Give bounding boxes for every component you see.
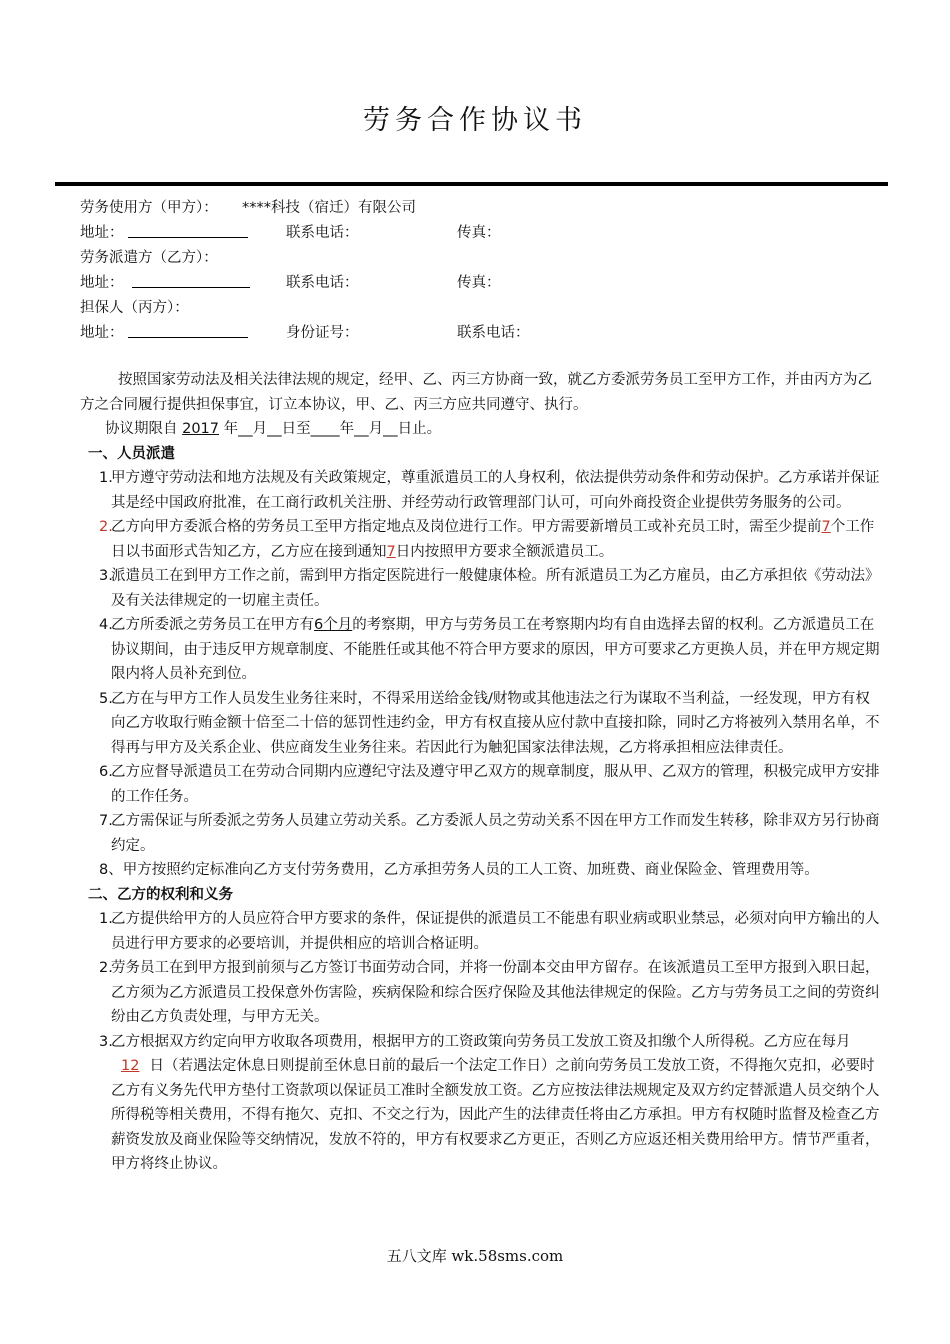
item-text: 乙方提供给甲方的人员应符合甲方要求的条件，保证提供的派遣员工不能患有职业病或职业禁忌，必须对向甲方输出的人员进行甲方要求的必要培训，并提供相应的培训合格证明。: [111, 911, 880, 952]
item-text: 甲方遵守劳动法和地方法规及有关政策规定，尊重派遣员工的人身权利，依法提供劳动条件和劳动保护。乙方承诺并保证其是经中国政府批准，在工商行政机关注册、并经劳动行政管理部门认可，可向外商投资企业提供劳务服务的公司。: [111, 470, 880, 511]
section-1-item-6: [80, 760, 880, 809]
item-text: 乙方在与甲方工作人员发生业务往来时，不得采用送给金钱/财物或其他违法之行为谋取不当利益，一经发现，甲方有权向乙方收取行贿金额十倍至二十倍的惩罚性违约金，甲方有权直接从应付款中直接扣除，同时乙方将被列入禁用名单，不得再与甲方及关系企业、供应商发生业务往来。若因此行为触犯国家法律法规，乙方将承担相应法律责任。: [111, 690, 880, 756]
address-label: 地址：: [80, 225, 124, 241]
title-divider: [55, 182, 888, 186]
party-a-row: [80, 196, 880, 221]
item-text: 的考察期，甲方与劳务员工在考察期内均有自由选择去留的权利。乙方派遣员工在协议期间，由于违反甲方规章制度、不能胜任或其他不符合甲方要求的原因，甲方可要求乙方更换人员，并在甲方规定期限内将人员补充到位。: [111, 617, 880, 682]
item-text: 日（若遇法定休息日则提前至休息日前的最后一个法定工作日）之前向劳务员工发放工资，不得拖欠克扣，必要时乙方有义务先代甲方垫付工资款项以保证员工准时全额发放工资。乙方应按法律法规规定及双方约定替派遣人员交纳个人所得税等相关费用，不得有拖欠、克扣、不交之行为，因此产生的法律责任将由乙方承担。甲方有权随时监督及检查乙方薪资发放及商业保险等交纳情况，发放不符的，甲方有权要求乙方更正，否则乙方应返还相关费用给甲方。情节严重者，甲方将终止协议。: [111, 1058, 880, 1172]
party-b-phone-label: 联系电话：: [286, 275, 359, 291]
item-text: 个工作日以书面形式告知乙方，乙方应在接到通知: [111, 519, 875, 560]
party-b-contact-row: [80, 271, 880, 296]
item-number: 5.: [99, 690, 113, 707]
party-c-label: 担保人（丙方）：: [80, 300, 189, 316]
party-c-phone-label: 联系电话：: [457, 325, 530, 341]
section-2-item-2: [80, 956, 880, 1030]
address-blank: [132, 271, 250, 288]
dispatch-days-value: 7: [386, 543, 396, 560]
parties-block: [80, 196, 880, 346]
payday-value: 12: [121, 1058, 140, 1074]
document-title: 劳务合作协议书: [363, 105, 587, 136]
party-a-contact-row: [80, 221, 880, 246]
probation-period-value: 6个月: [314, 617, 353, 633]
term-rest: 年__月__日至____年__月__日止。: [223, 421, 442, 437]
address-blank: [128, 221, 248, 238]
item-text: 劳务员工在到甲方报到前须与乙方签订书面劳动合同，并将一份副本交由甲方留存。在该派遣员工至甲方报到入职日起，乙方须为乙方派遣员工投保意外伤害险，疾病保险和综合医疗保险及其他法律规定的保险。乙方与劳务员工之间的劳资纠纷由乙方负责处理，与甲方无关。: [111, 960, 880, 1025]
item-text: 乙方需保证与所委派之劳务人员建立劳动关系。乙方委派人员之劳动关系不因在甲方工作而发生转移，除非双方另行协商约定。: [111, 813, 880, 854]
section-1-heading: 一、人员派遣: [88, 445, 175, 462]
party-a-address: [80, 221, 124, 246]
address-blank: [128, 321, 248, 338]
party-a-phone-label: 联系电话：: [286, 225, 359, 241]
section-2-item-1: [80, 907, 880, 956]
agreement-body: [80, 368, 880, 1177]
section-1-item-7: [80, 809, 880, 858]
item-text: 甲方按照约定标准向乙方支付劳务费用，乙方承担劳务人员的工人工资、加班费、商业保险金、管理费用等。: [122, 862, 819, 878]
party-c-address: [80, 321, 124, 346]
term-year: 2017: [182, 421, 220, 437]
section-1-item-5: [80, 687, 880, 761]
item-text: 乙方所委派之劳务员工在甲方有: [111, 617, 314, 633]
section-1-item-8: [80, 858, 880, 883]
intro-paragraph: 按照国家劳动法及相关法律法规的规定，经甲、乙、丙三方协商一致，就乙方委派劳务员工至甲方工作，并由丙方为乙方之合同履行提供担保事宜，订立本协议，甲、乙、丙三方应共同遵守、执行。: [80, 372, 872, 413]
party-b-fax-label: 传真：: [457, 275, 501, 291]
footer-watermark: 五八文库 wk.58sms.com: [386, 1247, 564, 1265]
item-number: 1.: [99, 911, 113, 927]
party-b-label: 劳务派遣方（乙方）：: [80, 250, 218, 266]
item-number: 3.: [99, 1033, 113, 1050]
item-text: 派遣员工在到甲方工作之前，需到甲方指定医院进行一般健康体检。所有派遣员工为乙方雇员，由乙方承担依《劳动法》及有关法律规定的一切雇主责任。: [111, 568, 880, 609]
term-prefix: 协议期限自: [105, 421, 178, 437]
party-c-contact-row: [80, 321, 880, 346]
item-text: 乙方根据双方约定向甲方收取各项费用，根据甲方的工资政策向劳务员工发放工资及扣缴个人所得税。乙方应在每月: [111, 1033, 851, 1050]
agreement-term: [105, 417, 880, 442]
address-label: 地址：: [80, 325, 124, 341]
item-number: 1.: [99, 470, 113, 486]
section-1-item-2: [80, 515, 880, 564]
item-text: 日内按照甲方要求全额派遣员工。: [395, 543, 614, 560]
party-a-fax-label: 传真：: [457, 225, 501, 241]
party-a-name: ****科技（宿迁）有限公司: [242, 200, 416, 216]
item-number: 6.: [99, 764, 113, 780]
item-text: 乙方应督导派遣员工在劳动合同期内应遵纪守法及遵守甲乙双方的规章制度，服从甲、乙双方的管理，积极完成甲方安排的工作任务。: [111, 764, 880, 805]
item-number: 2.: [99, 519, 113, 535]
section-1-item-1: [80, 466, 880, 515]
section-2-item-3: [80, 1030, 880, 1177]
notice-days-value: 7: [821, 519, 831, 535]
section-2-heading: 二、乙方的权利和义务: [88, 886, 233, 903]
address-label: 地址：: [80, 275, 124, 291]
item-text: 乙方向甲方委派合格的劳务员工至甲方指定地点及岗位进行工作。甲方需要新增员工或补充员工时，需至少提前: [111, 519, 822, 535]
item-number: 4.: [99, 617, 113, 633]
item-number: 2.: [99, 960, 113, 976]
party-c-id-label: 身份证号：: [286, 325, 359, 341]
party-b-row: [80, 246, 880, 271]
party-a-label: 劳务使用方（甲方）：: [80, 200, 218, 216]
item-number: 8、: [99, 862, 123, 878]
item-number: 7.: [99, 813, 113, 829]
item-number: 3.: [99, 568, 113, 584]
party-b-address: [80, 271, 124, 296]
party-c-row: [80, 296, 880, 321]
section-1-item-4: [80, 613, 880, 687]
section-1-item-3: [80, 564, 880, 613]
